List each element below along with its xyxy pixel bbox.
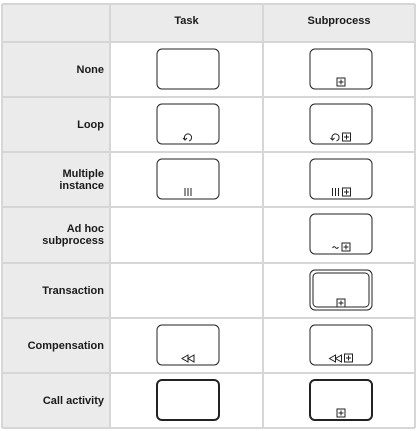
table-cell bbox=[110, 207, 263, 263]
subprocess-shape bbox=[310, 270, 372, 310]
subprocess-shape bbox=[310, 159, 372, 199]
subprocess-shape bbox=[310, 104, 372, 144]
plus-marker-icon bbox=[345, 354, 353, 362]
plus-marker-icon bbox=[337, 409, 345, 417]
row-label bbox=[0, 42, 108, 97]
plus-marker-icon bbox=[337, 299, 345, 307]
row-label bbox=[0, 318, 108, 373]
table-cell bbox=[2, 4, 110, 42]
plus-marker-icon bbox=[343, 188, 351, 196]
column-header-subprocess: Subprocess bbox=[307, 15, 371, 27]
subprocess-shape bbox=[310, 49, 372, 89]
plus-marker-icon bbox=[342, 243, 350, 251]
activity-box bbox=[157, 380, 219, 420]
row-label bbox=[0, 207, 108, 263]
row-label-line: Loop bbox=[77, 118, 104, 131]
subprocess-shape bbox=[310, 214, 372, 254]
task-shape bbox=[157, 325, 219, 365]
column-header-task: Task bbox=[174, 15, 199, 27]
task-shape bbox=[157, 104, 219, 144]
row-label bbox=[0, 263, 108, 318]
row-label-line: None bbox=[76, 63, 104, 76]
row-label bbox=[0, 152, 108, 207]
row-label bbox=[0, 97, 108, 152]
row-label-line: Compensation bbox=[27, 339, 104, 352]
plus-marker-icon bbox=[343, 133, 351, 141]
row-label-line: instance bbox=[59, 179, 104, 192]
row-label-line: subprocess bbox=[42, 235, 104, 247]
activity-box bbox=[310, 104, 372, 144]
row-label bbox=[0, 373, 108, 428]
row-label-line: Multiple bbox=[62, 167, 104, 180]
subprocess-shape bbox=[310, 380, 372, 420]
task-shape bbox=[157, 49, 219, 89]
activity-box bbox=[310, 159, 372, 199]
table-cell bbox=[110, 263, 263, 318]
plus-marker-icon bbox=[337, 78, 345, 86]
task-shape bbox=[157, 380, 219, 420]
row-label-line: Call activity bbox=[42, 394, 104, 407]
row-label-line: Transaction bbox=[42, 284, 104, 297]
row-label-line: Ad hoc bbox=[66, 223, 104, 235]
subprocess-shape bbox=[310, 325, 372, 365]
task-shape bbox=[157, 159, 219, 199]
activity-box bbox=[310, 214, 372, 254]
activity-box bbox=[157, 49, 219, 89]
activity-box bbox=[157, 104, 219, 144]
